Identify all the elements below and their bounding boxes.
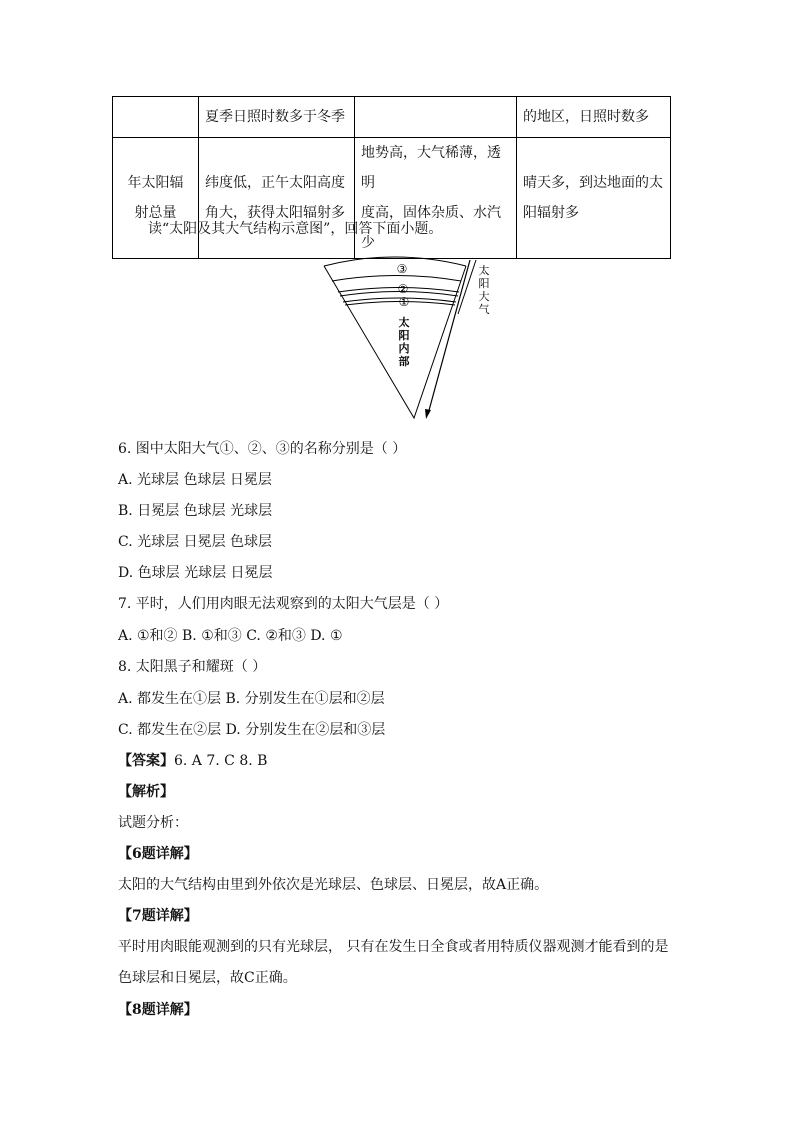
sun-atmosphere-diagram [318,254,500,424]
question-6-stem: 6. 图中太阳大气①、②、③的名称分别是（ ） [118,441,407,457]
answer-value: 6. A 7. C 8. B [174,753,268,769]
inner-char: 部 [398,355,410,368]
cell-line: 地势高，大气稀薄，透明 [361,145,501,191]
side-char: 气 [478,303,490,316]
inner-char: 内 [398,342,410,355]
table-row [113,138,671,259]
table-cell [113,97,199,138]
table-cell [355,138,517,259]
table-cell [517,138,671,259]
side-char: 太 [478,264,490,277]
table-row [113,97,671,138]
arrow-line [428,260,470,414]
inner-label [399,315,410,368]
sector-outline [324,257,466,418]
cell-line: 射总量 [134,205,177,221]
question-6-option-a: A. 光球层 色球层 日冕层 [118,472,272,488]
question-8-stem: 8. 太阳黑子和耀斑（ ） [118,659,267,675]
q7-detail-text-2: 色球层和日冕层，故C正确。 [118,970,297,986]
analysis-intro: 试题分析： [118,815,188,831]
inner-char: 阳 [398,329,410,342]
table-cell: 夏季日照时数多于冬季 [199,97,355,138]
intro-text: 读“太阳及其大气结构示意图”，回答下面小题。 [148,221,443,237]
side-char: 阳 [478,277,490,290]
q6-detail-text: 太阳的大气结构由里到外依次是光球层、色球层、日冕层，故A正确。 [118,877,549,893]
bracket-line [458,260,476,314]
side-char: 大 [478,290,490,303]
table-cell [113,138,199,259]
layer-label-2: ② [397,282,409,296]
q6-detail-heading: 【6题详解】 [118,846,198,862]
question-6-option-c: C. 光球层 日冕层 色球层 [118,534,273,550]
cell-line: 度高，固体杂质、水汽少 [361,205,501,251]
table-cell: 的地区，日照时数多 [517,97,671,138]
question-7-options: A. ①和② B. ①和③ C. ②和③ D. ① [118,628,343,644]
table-cell [355,97,517,138]
cell-line: 年太阳辐 [127,175,184,191]
question-8-options-cd: C. 都发生在②层 D. 分别发生在②层和③层 [118,722,386,738]
analysis-label: 【解析】 [118,784,174,800]
question-6-option-d: D. 色球层 光球层 日冕层 [118,565,273,581]
answer-line [118,750,267,770]
cell-line: 角大，获得太阳辐射多 [205,205,345,221]
answer-label: 【答案】 [118,753,174,769]
inner-char: 太 [398,316,410,329]
question-7-stem: 7. 平时，人们用肉眼无法观察到的太阳大气层是（ ） [118,596,449,612]
q7-detail-heading: 【7题详解】 [118,908,198,924]
cell-line: 晴天多，到达地面的太 [523,175,663,191]
table-cell [199,138,355,259]
q7-detail-text-1: 平时用肉眼能观测到的只有光球层， 只有在发生日全食或者用特质仪器观测才能看到的是 [118,939,669,955]
q8-detail-heading: 【8题详解】 [118,1002,198,1018]
cell-line: 纬度低，正午太阳高度 [205,175,345,191]
cell-line: 阳辐射多 [523,205,579,221]
layer-label-1: ① [398,295,410,309]
side-label [479,263,490,316]
question-8-options-ab: A. 都发生在①层 B. 分别发生在①层和②层 [118,691,385,707]
arrow-head [425,409,431,419]
layer-label-3: ③ [396,262,408,276]
question-6-option-b: B. 日冕层 色球层 光球层 [118,503,273,519]
